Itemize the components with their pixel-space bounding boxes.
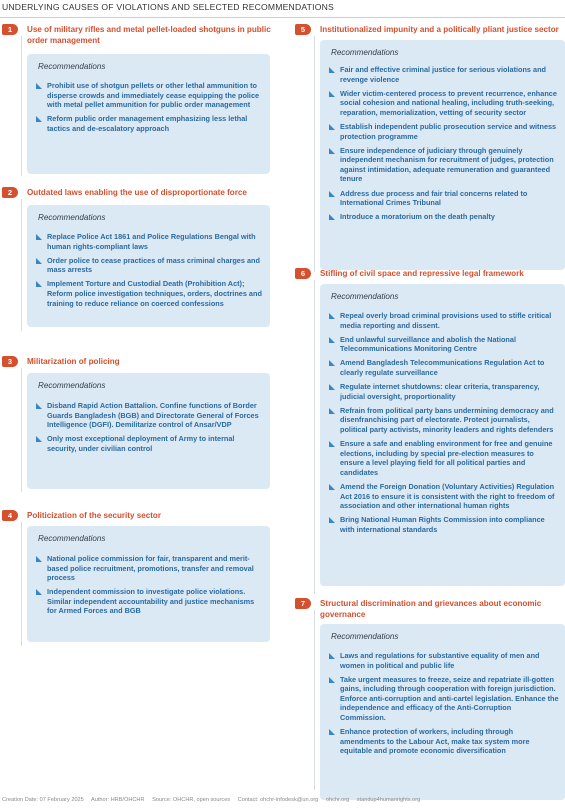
recommendations-list bbox=[35, 401, 264, 458]
footer bbox=[0, 797, 565, 808]
bullet-icon bbox=[329, 729, 335, 735]
recommendation-item: Ensure independence of judiciary through genuinely independent mechanism for recruitment of judges, protection against intimidation, adequate remuneration and guaranteed tenure bbox=[328, 146, 559, 184]
timeline-line bbox=[21, 368, 22, 492]
section-number-badge: 1 bbox=[2, 24, 18, 35]
recommendation-item: Bring National Human Rights Commission into compliance with international standards bbox=[328, 515, 559, 534]
recommendation-item: Independent commission to investigate police violations. Similar independent accountability and justice mechanisms for Armed Forces and BGB bbox=[35, 587, 264, 616]
source: Source: OHCHR, open sources bbox=[152, 797, 231, 803]
bullet-icon bbox=[36, 281, 42, 287]
section-title: Politicization of the security sector bbox=[27, 511, 162, 520]
recommendation-item: National police commission for fair, transparent and merit-based police recruitment, promotions, transfer and removal process bbox=[35, 554, 264, 583]
bullet-icon bbox=[329, 214, 335, 220]
bullet-icon bbox=[36, 116, 42, 122]
recommendations-box bbox=[320, 284, 565, 586]
timeline-line bbox=[314, 280, 315, 594]
bullet-icon bbox=[329, 191, 335, 197]
bullet-icon bbox=[329, 337, 335, 343]
section-number-badge: 2 bbox=[2, 187, 18, 198]
section-title: Militarization of policing bbox=[27, 357, 120, 366]
recommendations-heading: Recommendations bbox=[38, 62, 106, 71]
timeline-line bbox=[314, 36, 315, 272]
recommendation-item: Reform public order management emphasizing less lethal tactics and de-escalatory approach bbox=[35, 114, 264, 133]
recommendation-item: Wider victim-centered process to prevent recurrence, enhance social cohesion and national healing, including truth-seeking, reparation, memorialization, vetting of security sector bbox=[328, 89, 559, 118]
timeline-line bbox=[21, 36, 22, 176]
recommendations-box bbox=[27, 526, 270, 642]
recommendation-item: Refrain from political party bans undermining democracy and disenfranchising part of electorate. Protect journalists, political party activists, minority leaders and rights defenders bbox=[328, 406, 559, 435]
bullet-icon bbox=[329, 148, 335, 154]
bullet-icon bbox=[329, 313, 335, 319]
recommendations-list bbox=[328, 651, 559, 760]
contact-email[interactable]: Contact: ohchr-infodesk@un.org bbox=[237, 797, 319, 803]
recommendations-heading: Recommendations bbox=[331, 292, 399, 301]
recommendations-heading: Recommendations bbox=[38, 213, 106, 222]
recommendation-item: Order police to cease practices of mass criminal charges and mass arrests bbox=[35, 256, 264, 275]
section-number-badge: 7 bbox=[295, 598, 311, 609]
creation-date: Creation Date: 07 February 2025 bbox=[2, 797, 84, 803]
section-title: Outdated laws enabling the use of disproportionate force bbox=[27, 188, 247, 197]
recommendations-heading: Recommendations bbox=[38, 534, 106, 543]
bullet-icon bbox=[36, 403, 42, 409]
recommendations-list bbox=[328, 65, 559, 226]
bullet-icon bbox=[36, 83, 42, 89]
recommendation-item: Only most exceptional deployment of Army to internal security, under civilian control bbox=[35, 434, 264, 453]
recommendations-list bbox=[35, 554, 264, 621]
author: Author: HRB/OHCHR bbox=[91, 797, 145, 803]
bullet-icon bbox=[36, 436, 42, 442]
bullet-icon bbox=[329, 91, 335, 97]
recommendation-item: Fair and effective criminal justice for serious violations and revenge violence bbox=[328, 65, 559, 84]
website-link[interactable]: ohchr.org bbox=[325, 797, 350, 803]
website-link-2[interactable]: standup4humanrights.org bbox=[356, 797, 421, 803]
recommendation-item: Prohibit use of shotgun pellets or other lethal ammunition to disperse crowds and immediately cease equipping the police with metal pellet ammunition for public order management bbox=[35, 81, 264, 110]
recommendations-heading: Recommendations bbox=[331, 48, 399, 57]
recommendation-item: Regulate internet shutdowns: clear criteria, transparency, judicial oversight, proportionality bbox=[328, 382, 559, 401]
section-title: Structural discrimination and grievances about economic governance bbox=[320, 599, 542, 619]
recommendation-item: Implement Torture and Custodial Death (Prohibition Act); Reform police investigation techniques, orders, doctrines and training to reduce reliance on coerced confessions bbox=[35, 279, 264, 308]
bullet-icon bbox=[329, 360, 335, 366]
section-number-badge: 4 bbox=[2, 510, 18, 521]
timeline-line bbox=[21, 522, 22, 646]
bullet-icon bbox=[329, 653, 335, 659]
bullet-icon bbox=[329, 384, 335, 390]
recommendation-item: Introduce a moratorium on the death penalty bbox=[328, 212, 559, 222]
recommendation-item: Ensure a safe and enabling environment for free and genuine elections, including by special pre-election measures to ensure a level playing field for all political parties and candidates bbox=[328, 439, 559, 477]
recommendations-list bbox=[35, 81, 264, 138]
bullet-icon bbox=[36, 556, 42, 562]
bullet-icon bbox=[329, 677, 335, 683]
bullet-icon bbox=[329, 484, 335, 490]
recommendation-item: Repeal overly broad criminal provisions used to stifle critical media reporting and dissent. bbox=[328, 311, 559, 330]
recommendation-item: Enhance protection of workers, including through amendments to the Labour Act, make tax system more equitable and promote economic diversification bbox=[328, 727, 559, 756]
timeline-line bbox=[21, 199, 22, 331]
section-title: Use of military rifles and metal pellet-loaded shotguns in public order management bbox=[27, 25, 271, 45]
recommendation-item: Establish independent public prosecution service and witness protection programme bbox=[328, 122, 559, 141]
recommendation-item: Replace Police Act 1861 and Police Regulations Bengal with human rights-compliant laws bbox=[35, 232, 264, 251]
bullet-icon bbox=[329, 517, 335, 523]
bullet-icon bbox=[329, 124, 335, 130]
bullet-icon bbox=[329, 441, 335, 447]
recommendation-item: Address due process and fair trial concerns related to International Crimes Tribunal bbox=[328, 189, 559, 208]
recommendation-item: Take urgent measures to freeze, seize and repatriate ill-gotten gains, including through cooperation with foreign jurisdiction. Enforce anti-corruption and anti-cartel legislation. Enhance the independence and efficacy of the Anti-Corruption Commission. bbox=[328, 675, 559, 723]
section-number-badge: 6 bbox=[295, 268, 311, 279]
infographic-title: UNDERLYING CAUSES OF VIOLATIONS AND SELECTED RECOMMENDATIONS bbox=[0, 0, 565, 18]
section-title: Stifling of civil space and repressive legal framework bbox=[320, 269, 524, 278]
recommendations-heading: Recommendations bbox=[331, 632, 399, 641]
recommendation-item: Amend Bangladesh Telecommunications Regulation Act to clearly regulate surveillance bbox=[328, 358, 559, 377]
section-title: Institutionalized impunity and a politically pliant justice sector bbox=[320, 25, 559, 34]
recommendations-list bbox=[35, 232, 264, 313]
recommendations-box bbox=[27, 205, 270, 327]
recommendations-box bbox=[27, 54, 270, 174]
section-number-badge: 3 bbox=[2, 356, 18, 367]
recommendations-box bbox=[320, 40, 565, 270]
recommendations-box bbox=[320, 624, 565, 800]
recommendation-item: Laws and regulations for substantive equality of men and women in political and public life bbox=[328, 651, 559, 670]
recommendations-box bbox=[27, 373, 270, 489]
bullet-icon bbox=[36, 258, 42, 264]
recommendation-item: Disband Rapid Action Battalion. Confine functions of Border Guards Bangladesh (BGB) and Directorate General of Forces Intelligence (DGFI). Demilitarize control of Ansar/VDP bbox=[35, 401, 264, 430]
section-number-badge: 5 bbox=[295, 24, 311, 35]
recommendations-heading: Recommendations bbox=[38, 381, 106, 390]
recommendations-list bbox=[328, 311, 559, 539]
bullet-icon bbox=[36, 589, 42, 595]
bullet-icon bbox=[329, 408, 335, 414]
recommendation-item: Amend the Foreign Donation (Voluntary Activities) Regulation Act 2016 to ensure it is consistent with the right to freedom of association and other international human rights bbox=[328, 482, 559, 511]
bullet-icon bbox=[36, 234, 42, 240]
recommendation-item: End unlawful surveillance and abolish the National Telecommunications Monitoring Centre bbox=[328, 335, 559, 354]
timeline-line bbox=[314, 610, 315, 790]
bullet-icon bbox=[329, 67, 335, 73]
